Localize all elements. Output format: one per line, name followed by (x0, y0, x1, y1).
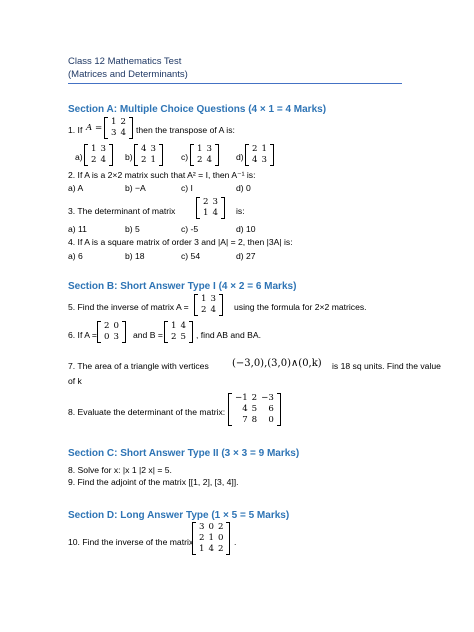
matrix-cell: 0 (113, 321, 119, 331)
doc-subtitle: (Matrices and Determinants) (68, 69, 188, 80)
matrix-row (139, 144, 158, 155)
matrix-grid (89, 144, 108, 166)
matrix-grid (139, 144, 158, 166)
q1-option-d-label: d) (236, 152, 244, 162)
matrix-cell: 3 (261, 155, 267, 165)
matrix-cell: 2 (199, 533, 205, 543)
matrix-cell: 4 (100, 155, 106, 165)
matrix-cell: 3 (212, 197, 218, 207)
matrix-cell: 3 (150, 144, 156, 154)
matrix-cell: 7 (242, 415, 248, 425)
q1-suffix: then the transpose of A is: (136, 125, 235, 135)
matrix-cell: 1 (201, 294, 207, 304)
doc-title: Class 12 Mathematics Test (68, 56, 182, 67)
matrix-cell: 1 (261, 144, 267, 154)
matrix-cell: 4 (208, 544, 214, 554)
q7-line1-suffix: is 18 sq units. Find the value (332, 361, 441, 371)
q4-text: 4. If A is a square matrix of order 3 and |A| = 2, then |3A| is: (68, 237, 293, 247)
matrix-grid (201, 197, 220, 219)
q1-option-b-matrix (134, 144, 163, 166)
matrix-left-bracket (164, 321, 168, 343)
matrix-row (250, 155, 269, 166)
matrix-cell: 2 (91, 155, 97, 165)
matrix-grid (102, 321, 121, 343)
title-underline (68, 83, 402, 84)
matrix-cell: 2 (203, 197, 209, 207)
matrix-grid (109, 117, 128, 139)
q3-suffix: is: (236, 206, 245, 216)
q6-middle: and B = (133, 330, 163, 340)
matrix-grid (169, 321, 188, 343)
section-d-heading: Section D: Long Answer Type (1 × 5 = 5 Marks) (68, 510, 290, 521)
q5-prefix: 5. Find the inverse of matrix A = (68, 302, 189, 312)
q4-option-a: a) 6 (68, 251, 83, 261)
matrix-cell: 2 (171, 332, 177, 342)
matrix-left-bracket (134, 144, 138, 166)
matrix-row (195, 144, 214, 155)
matrix-left-bracket (245, 144, 249, 166)
matrix-right-bracket (270, 144, 274, 166)
matrix-cell: 3 (210, 294, 216, 304)
matrix-row (250, 144, 269, 155)
matrix-cell: 1 (111, 117, 117, 127)
q4-option-d: d) 27 (236, 251, 256, 261)
matrix-cell: 0 (217, 533, 224, 543)
q2-text: 2. If A is a 2×2 matrix such that A² = I, then A⁻¹ is: (68, 170, 256, 180)
q2-option-c: c) I (181, 183, 193, 193)
q3-option-c: c) -5 (181, 224, 199, 234)
q6-matrix-b (164, 321, 193, 343)
matrix-cell: 4 (242, 404, 248, 414)
matrix-cell: 3 (199, 522, 205, 532)
matrix-grid (199, 294, 218, 316)
q7-line2: of k (68, 376, 82, 386)
q3-option-a: a) 11 (68, 224, 87, 234)
matrix-cell: 2 (104, 321, 110, 331)
q10-suffix: . (234, 537, 237, 547)
q1-option-a-label: a) (75, 152, 83, 162)
q1-matrix (104, 117, 133, 139)
matrix-cell: 3 (111, 128, 117, 138)
q2-option-b: b) −A (125, 183, 146, 193)
matrix-cell: 2 (217, 544, 224, 554)
q6-prefix: 6. If A = (68, 330, 97, 340)
matrix-cell: −1 (235, 393, 248, 403)
matrix-right-bracket (226, 522, 230, 555)
matrix-row (195, 155, 214, 166)
section-b-heading: Section B: Short Answer Type I (4 × 2 = 6 Marks) (68, 281, 297, 292)
q1-prefix: 1. If (68, 125, 83, 135)
q3-prefix: 3. The determinant of matrix (68, 206, 176, 216)
matrix-cell: 0 (208, 522, 214, 532)
matrix-left-bracket (97, 321, 101, 343)
matrix-cell: 1 (208, 533, 214, 543)
matrix-left-bracket (190, 144, 194, 166)
q4-option-c: c) 54 (181, 251, 201, 261)
matrix-cell: 2 (197, 155, 203, 165)
q7-vertices: (−3,0),(3,0)∧(0,k) (232, 358, 322, 369)
q8b-text: 8. Solve for x: |x 1 |2 x| = 5. (68, 465, 172, 475)
matrix-grid (195, 144, 214, 166)
matrix-left-bracket (104, 117, 108, 139)
matrix-row (197, 522, 225, 533)
q3-option-b: b) 5 (125, 224, 140, 234)
q10-prefix: 10. Find the inverse of the matrix (68, 537, 194, 547)
matrix-row (197, 544, 225, 555)
matrix-cell: 3 (113, 332, 119, 342)
matrix-left-bracket (192, 522, 196, 555)
matrix-grid (233, 393, 276, 426)
matrix-cell: 0 (268, 415, 274, 425)
matrix-right-bracket (129, 117, 133, 139)
matrix-row (109, 128, 128, 139)
section-c-heading: Section C: Short Answer Type II (3 × 3 = 9 Marks) (68, 448, 300, 459)
matrix-cell: 2 (141, 155, 147, 165)
matrix-right-bracket (109, 144, 113, 166)
q4-option-b: b) 18 (125, 251, 145, 261)
matrix-right-bracket (159, 144, 163, 166)
matrix-grid (197, 522, 225, 555)
matrix-cell: 3 (206, 144, 212, 154)
matrix-right-bracket (219, 294, 223, 316)
matrix-cell: −3 (261, 393, 274, 403)
matrix-row (102, 332, 121, 343)
matrix-cell: 1 (197, 144, 203, 154)
matrix-row (233, 393, 276, 404)
matrix-left-bracket (228, 393, 232, 426)
q6-matrix-a (97, 321, 126, 343)
matrix-cell: 4 (252, 155, 258, 165)
matrix-right-bracket (122, 321, 126, 343)
matrix-row (233, 415, 276, 426)
matrix-left-bracket (196, 197, 200, 219)
matrix-left-bracket (84, 144, 88, 166)
matrix-row (197, 533, 225, 544)
q2-option-a: a) A (68, 183, 84, 193)
matrix-right-bracket (215, 144, 219, 166)
matrix-cell: 2 (120, 117, 126, 127)
q1-option-c-label: c) (181, 152, 189, 162)
matrix-left-bracket (194, 294, 198, 316)
q1-option-c-matrix (190, 144, 219, 166)
matrix-cell: 4 (141, 144, 147, 154)
q10-matrix (192, 522, 230, 555)
matrix-cell: 4 (210, 305, 216, 315)
matrix-cell: 6 (268, 404, 274, 414)
matrix-right-bracket (221, 197, 225, 219)
q6-suffix: , find AB and BA. (196, 330, 261, 340)
matrix-row (89, 155, 108, 166)
matrix-row (169, 332, 188, 343)
matrix-cell: 1 (203, 208, 209, 218)
matrix-row (89, 144, 108, 155)
matrix-row (169, 321, 188, 332)
q5-matrix (194, 294, 223, 316)
matrix-grid (250, 144, 269, 166)
matrix-cell: 5 (180, 332, 186, 342)
matrix-right-bracket (277, 393, 281, 426)
matrix-cell: 8 (251, 415, 258, 425)
q8-matrix (228, 393, 281, 426)
matrix-cell: 1 (150, 155, 156, 165)
matrix-cell: 0 (104, 332, 110, 342)
matrix-row (199, 294, 218, 305)
q1-lhs: A = (86, 123, 103, 133)
matrix-cell: 2 (252, 144, 258, 154)
matrix-cell: 2 (251, 393, 258, 403)
matrix-row (102, 321, 121, 332)
matrix-cell: 1 (199, 544, 205, 554)
q1-option-b-label: b) (125, 152, 133, 162)
q7-line1-prefix: 7. The area of a triangle with vertices (68, 361, 209, 371)
matrix-right-bracket (189, 321, 193, 343)
matrix-row (199, 305, 218, 316)
matrix-cell: 5 (251, 404, 258, 414)
section-a-heading: Section A: Multiple Choice Questions (4 × 1 = 4 Marks) (68, 104, 327, 115)
q1-option-a-matrix (84, 144, 113, 166)
q3-matrix (196, 197, 225, 219)
matrix-row (139, 155, 158, 166)
matrix-cell: 3 (100, 144, 106, 154)
q5-suffix: using the formula for 2×2 matrices. (234, 302, 367, 312)
q1-option-d-matrix (245, 144, 274, 166)
q2-option-d: d) 0 (236, 183, 251, 193)
matrix-row (201, 197, 220, 208)
matrix-cell: 4 (120, 128, 126, 138)
matrix-row (109, 117, 128, 128)
matrix-cell: 4 (206, 155, 212, 165)
matrix-cell: 4 (212, 208, 218, 218)
matrix-cell: 2 (217, 522, 224, 532)
matrix-cell: 1 (171, 321, 177, 331)
matrix-cell: 4 (180, 321, 186, 331)
matrix-cell: 1 (91, 144, 97, 154)
q9-text: 9. Find the adjoint of the matrix [[1, 2], [3, 4]]. (68, 477, 239, 487)
matrix-row (201, 208, 220, 219)
q3-option-d: d) 10 (236, 224, 256, 234)
q8-prefix: 8. Evaluate the determinant of the matrix: (68, 407, 226, 417)
matrix-row (233, 404, 276, 415)
matrix-cell: 2 (201, 305, 207, 315)
